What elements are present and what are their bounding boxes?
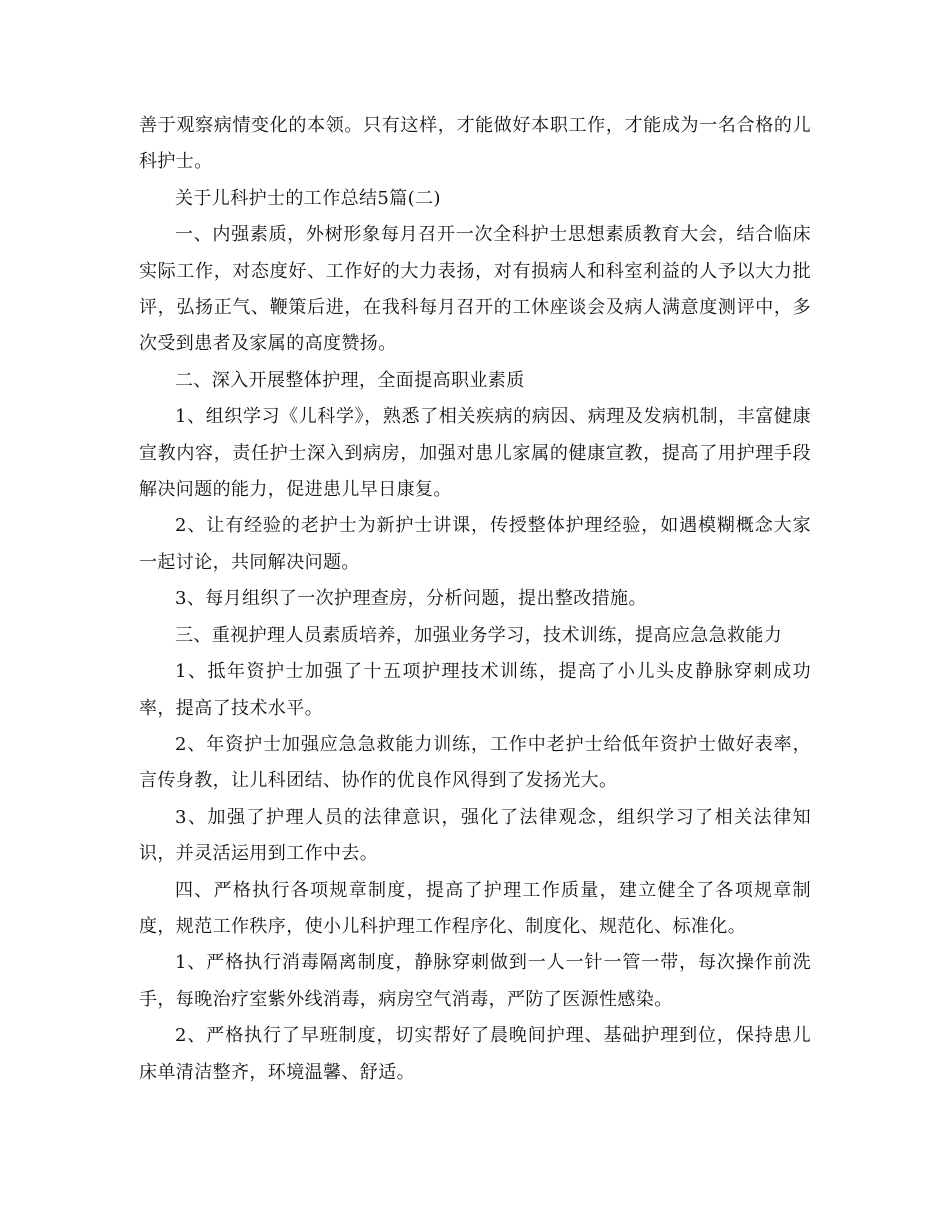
- section-title: 关于儿科护士的工作总结5篇(二): [175, 187, 441, 209]
- heading-3: 三、重视护理人员素质培养，加强业务学习，技术训练，提高应急急救能力: [175, 624, 783, 646]
- paragraph-14: 2、严格执行了早班制度，切实帮好了晨晚间护理、基础护理到位，保持患儿床单清洁整齐，环境温馨、舒适。: [139, 1025, 811, 1083]
- paragraph-1: 善于观察病情变化的本领。只有这样，才能做好本职工作，才能成为一名合格的儿科护士。: [139, 115, 811, 173]
- paragraph-5: 1、组织学习《儿科学》，熟悉了相关疾病的病因、病理及发病机制，丰富健康宣教内容，责任护士深入到病房，加强对患儿家属的健康宣教，提高了用护理手段解决问题的能力，促进患儿早日康复。: [139, 406, 811, 501]
- paragraph-6: 2、让有经验的老护士为新护士讲课，传授整体护理经验，如遇模糊概念大家一起讨论，共同解决问题。: [139, 515, 811, 573]
- paragraph-11: 3、加强了护理人员的法律意识，强化了法律观念，组织学习了相关法律知识，并灵活运用到工作中去。: [139, 806, 811, 865]
- heading-4: 四、严格执行各项规章制度，提高了护理工作质量，建立健全了各项规章制度，规范工作秩序，使小儿科护理工作程序化、制度化、规范化、标准化。: [139, 879, 811, 937]
- paragraph-10: 2、年资护士加强应急急救能力训练，工作中老护士给低年资护士做好表率，言传身教，让儿科团结、协作的优良作风得到了发扬光大。: [139, 733, 811, 792]
- paragraph-13: 1、严格执行消毒隔离制度，静脉穿刺做到一人一针一管一带，每次操作前洗手，每晚治疗室紫外线消毒，病房空气消毒，严防了医源性感染。: [139, 952, 811, 1010]
- paragraph-9: 1、抵年资护士加强了十五项护理技术训练，提高了小儿头皮静脉穿刺成功率，提高了技术水平。: [139, 661, 811, 719]
- heading-2: 二、深入开展整体护理，全面提高职业素质: [175, 369, 525, 391]
- paragraph-3: 一、内强素质，外树形象每月召开一次全科护士思想素质教育大会，结合临床实际工作，对态度好、工作好的大力表扬，对有损病人和科室利益的人予以大力批评，弘扬正气、鞭策后进，在我科每月召开的工休座谈会及病人满意度测评中，多次受到患者及家属的高度赞扬。: [139, 224, 811, 355]
- document-body: [139, 108, 811, 1091]
- paragraph-7: 3、每月组织了一次护理查房，分析问题，提出整改措施。: [175, 588, 647, 610]
